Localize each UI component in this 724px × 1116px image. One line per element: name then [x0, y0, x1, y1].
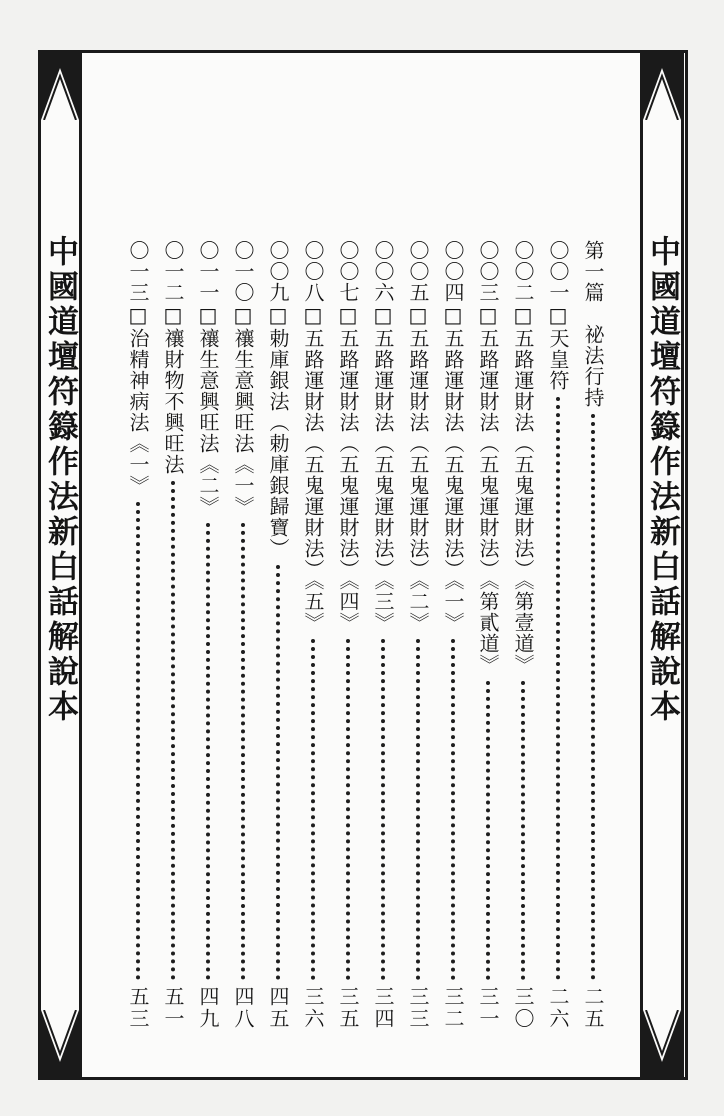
dot-leader [206, 523, 210, 980]
entry-page: 三三 [406, 986, 430, 1030]
entry-title: 〇〇三□五路運財法（五鬼運財法）《第貳道》 [476, 240, 500, 675]
dot-leader [451, 639, 455, 980]
dot-leader [276, 565, 280, 980]
entry-title: 〇〇九□勅庫銀法（勅庫銀歸寶） [266, 240, 290, 559]
table-of-contents [112, 240, 612, 1030]
entry-page: 四九 [196, 986, 220, 1030]
entry-page: 四八 [231, 986, 255, 1030]
entry-title: 〇〇五□五路運財法（五鬼運財法）《二》 [406, 240, 430, 633]
dot-leader [416, 639, 420, 980]
chevron-ornament-icon [41, 50, 79, 120]
left-title-band [38, 50, 82, 1080]
toc-entry[interactable] [368, 240, 398, 1030]
toc-entry[interactable] [403, 240, 433, 1030]
entry-title: 〇〇二□五路運財法（五鬼運財法）《第壹道》 [511, 240, 535, 675]
dot-leader [591, 414, 595, 980]
toc-entry[interactable] [193, 240, 223, 1030]
toc-entry[interactable] [438, 240, 468, 1030]
entry-page: 三六 [301, 986, 325, 1030]
chevron-ornament-icon [643, 50, 681, 120]
toc-entry[interactable] [298, 240, 328, 1030]
section-heading [578, 240, 608, 1030]
entry-page: 三一 [476, 986, 500, 1030]
entry-title: 〇〇一□天皇符 [546, 240, 570, 391]
toc-entry[interactable] [263, 240, 293, 1030]
book-title-left: 中國道壇符籙作法新白話解說本 [42, 235, 78, 725]
dot-leader [311, 639, 315, 980]
dot-leader [241, 523, 245, 980]
toc-entry[interactable] [123, 240, 153, 1030]
entry-page: 二六 [546, 986, 570, 1030]
dot-leader [136, 502, 140, 980]
chevron-ornament-icon [41, 1010, 79, 1080]
book-title-right: 中國道壇符籙作法新白話解說本 [644, 235, 680, 725]
dot-leader [171, 481, 175, 980]
entry-title: 〇〇七□五路運財法（五鬼運財法）《四》 [336, 240, 360, 633]
entry-page: 三四 [371, 986, 395, 1030]
toc-entry[interactable] [543, 240, 573, 1030]
entry-page: 三〇 [511, 986, 535, 1030]
chevron-ornament-icon [643, 1010, 681, 1080]
dot-leader [486, 681, 490, 980]
section-label: 第一篇 祕法行持 [581, 240, 605, 408]
right-title-band [640, 50, 684, 1080]
entry-page: 三二 [441, 986, 465, 1030]
entry-page: 五三 [126, 986, 150, 1030]
entry-title: 〇一三□治精神病法《一》 [126, 240, 150, 496]
dot-leader [346, 639, 350, 980]
toc-entry[interactable] [158, 240, 188, 1030]
entry-title: 〇〇四□五路運財法（五鬼運財法）《一》 [441, 240, 465, 633]
section-page: 二五 [581, 986, 605, 1030]
entry-title: 〇一二□禳財物不興旺法 [161, 240, 185, 475]
entry-page: 五一 [161, 986, 185, 1030]
entry-page: 四五 [266, 986, 290, 1030]
toc-entry[interactable] [473, 240, 503, 1030]
toc-entry[interactable] [508, 240, 538, 1030]
entry-title: 〇〇六□五路運財法（五鬼運財法）《三》 [371, 240, 395, 633]
entry-title: 〇〇八□五路運財法（五鬼運財法）《五》 [301, 240, 325, 633]
dot-leader [381, 639, 385, 980]
toc-entry[interactable] [333, 240, 363, 1030]
dot-leader [521, 681, 525, 980]
toc-entry[interactable] [228, 240, 258, 1030]
entry-title: 〇一一□禳生意興旺法《二》 [196, 240, 220, 517]
entry-title: 〇一〇□禳生意興旺法《一》 [231, 240, 255, 517]
entry-page: 三五 [336, 986, 360, 1030]
dot-leader [556, 397, 560, 980]
